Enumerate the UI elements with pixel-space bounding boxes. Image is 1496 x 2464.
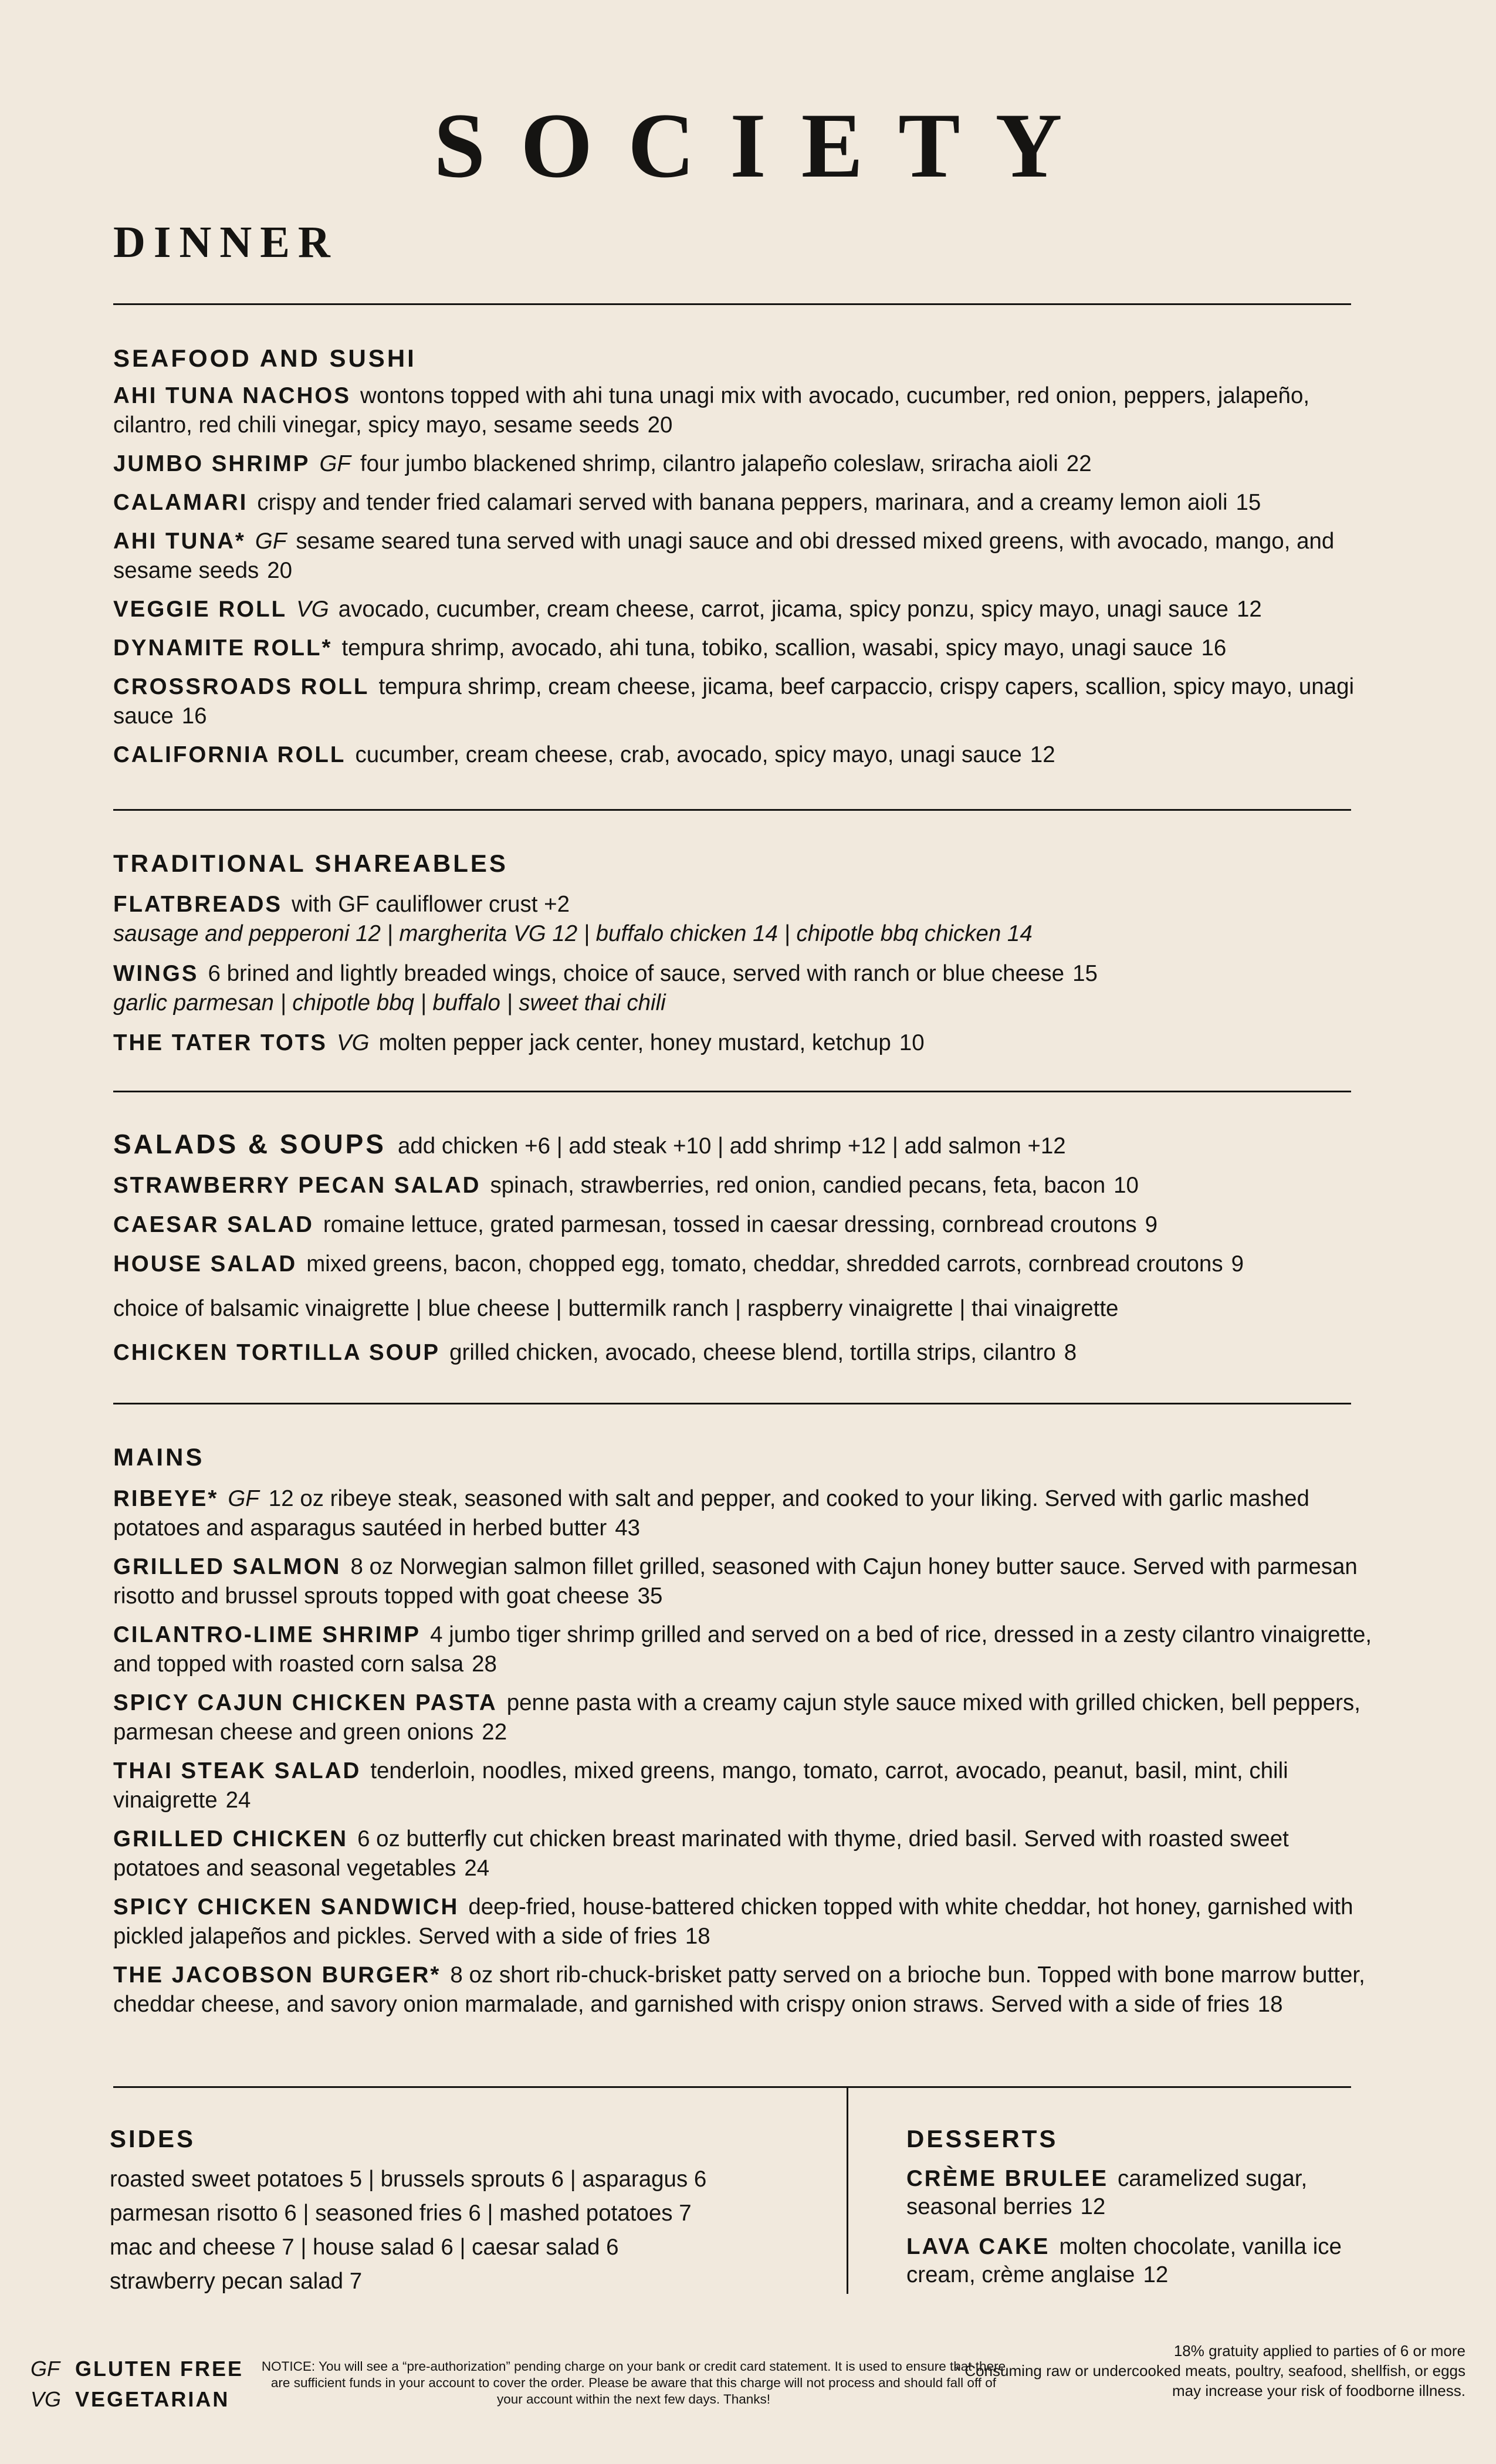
item-name: THE JACOBSON BURGER*: [113, 1962, 441, 1988]
soup-item: [113, 1338, 1375, 1377]
menu-item: [113, 890, 1375, 949]
diet-tag: VG: [296, 597, 329, 622]
item-name: WINGS: [113, 961, 199, 986]
section-title-shareables: TRADITIONAL SHAREABLES: [113, 849, 508, 877]
menu-item: [113, 672, 1375, 731]
item-description: deep-fried, house-battered chicken topped with white cheddar, hot honey, garnished with pickled jalapeños and pickles. Served with a side of fries: [113, 1894, 1353, 1949]
legend-gf: GF GLUTEN FREE: [31, 2357, 244, 2381]
item-name: STRAWBERRY PECAN SALAD: [113, 1173, 481, 1198]
menu-item: [113, 1893, 1375, 1951]
item-description: tempura shrimp, cream cheese, jicama, beef carpaccio, crispy capers, scallion, spicy mayo, unagi sauce: [113, 674, 1355, 729]
item-price: 24: [464, 1856, 490, 1881]
restaurant-name: SOCIETY: [434, 94, 1098, 197]
dessert-description: caramelized sugar, seasonal berries: [906, 2166, 1308, 2219]
item-price: 9: [1145, 1212, 1158, 1237]
item-price: 15: [1072, 961, 1098, 986]
menu-item: [113, 1825, 1375, 1883]
diet-tag: GF: [228, 1486, 259, 1511]
salads-addons: add chicken +6 | add steak +10 | add shrimp +12 | add salmon +12: [397, 1133, 1066, 1159]
item-description: 8 oz short rib-chuck-brisket patty served on a brioche bun. Topped with bone marrow butter, cheddar cheese, and savory onion marmalade, and garnished with crispy onion straws. Served with a side of fries: [113, 1962, 1365, 2017]
fine-print: [937, 2341, 1465, 2401]
item-name: THE TATER TOTS: [113, 1030, 327, 1055]
item-name: GRILLED SALMON: [113, 1554, 341, 1579]
item-price: 16: [1201, 635, 1227, 661]
item-description: grilled chicken, avocado, cheese blend, tortilla strips, cilantro: [449, 1340, 1056, 1365]
item-description: cucumber, cream cheese, crab, avocado, spicy mayo, unagi sauce: [355, 742, 1022, 767]
item-description: four jumbo blackened shrimp, cilantro jalapeño coleslaw, sriracha aioli: [360, 451, 1058, 476]
item-description: 6 oz butterfly cut chicken breast marinated with thyme, dried basil. Served with roasted sweet potatoes and seasonal vegetables: [113, 1826, 1289, 1881]
item-price: 8: [1064, 1340, 1077, 1365]
item-name: CILANTRO-LIME SHRIMP: [113, 1622, 421, 1647]
legend-vg: VG VEGETARIAN: [31, 2387, 230, 2411]
item-description: sesame seared tuna served with unagi sauce and obi dressed mixed greens, with avocado, mango, and sesame seeds: [113, 529, 1335, 583]
menu-item: [113, 634, 1375, 663]
item-name: SPICY CHICKEN SANDWICH: [113, 1894, 459, 1920]
divider: [113, 303, 1351, 305]
menu-item: [113, 1756, 1375, 1815]
item-description: penne pasta with a creamy cajun style sauce mixed with grilled chicken, bell peppers, parmesan cheese and green onions: [113, 1690, 1360, 1745]
pre-authorization-notice: NOTICE: You will see a “pre-authorization” pending charge on your bank or credit card statement. It is used to ensure that there are sufficient funds in your account to cover the order. Please be aware that this charge will not process and should fall off of your account within the next few days. Thanks!: [261, 2359, 1006, 2407]
seafood-list: [113, 381, 1375, 779]
item-description: tempura shrimp, avocado, ahi tuna, tobiko, scallion, wasabi, spicy mayo, unagi sauce: [341, 635, 1193, 661]
item-price: 22: [482, 1720, 507, 1745]
menu-item: [113, 381, 1375, 440]
item-options: sausage and pepperoni 12 | margherita VG 12 | buffalo chicken 14 | chipotle bbq chicken 14: [113, 921, 1033, 946]
item-name: AHI TUNA NACHOS: [113, 383, 351, 408]
item-name: RIBEYE*: [113, 1486, 219, 1511]
menu-item: [113, 959, 1375, 1018]
side-line: roasted sweet potatoes 5 | brussels sprouts 6 | asparagus 6: [110, 2167, 707, 2192]
item-description: tenderloin, noodles, mixed greens, mango, tomato, carrot, avocado, peanut, basil, mint, chili vinaigrette: [113, 1758, 1288, 1813]
item-price: 22: [1066, 451, 1092, 476]
desserts-list: [906, 2165, 1352, 2301]
menu-item: [113, 1688, 1375, 1747]
section-title-salads: [113, 1131, 1066, 1158]
item-name: SPICY CAJUN CHICKEN PASTA: [113, 1690, 497, 1715]
consumer-warning: * Consuming raw or undercooked meats, poultry, seafood, shellfish, or eggs may increase your risk of foodborne illness.: [955, 2362, 1465, 2399]
dessert-name: CRÈME BRULEE: [906, 2166, 1109, 2191]
item-price: 20: [267, 558, 293, 583]
divider: [113, 809, 1351, 811]
menu-item: [113, 1620, 1375, 1679]
item-price: 16: [181, 703, 207, 729]
menu-item: [113, 1484, 1375, 1543]
item-name: HOUSE SALAD: [113, 1251, 297, 1277]
item-options: garlic parmesan | chipotle bbq | buffalo | sweet thai chili: [113, 990, 666, 1016]
menu-item: [113, 449, 1375, 479]
item-description: wontons topped with ahi tuna unagi mix with avocado, cucumber, red onion, peppers, jalapeño, cilantro, red chili vinegar, spicy mayo, sesame seeds: [113, 383, 1310, 438]
item-description: 6 brined and lightly breaded wings, choice of sauce, served with ranch or blue cheese: [208, 961, 1065, 986]
dessert-price: 12: [1143, 2262, 1169, 2287]
item-name: CHICKEN TORTILLA SOUP: [113, 1340, 441, 1365]
item-price: 28: [472, 1651, 497, 1677]
side-line: strawberry pecan salad 7: [110, 2269, 363, 2294]
item-description: spinach, strawberries, red onion, candied pecans, feta, bacon: [490, 1173, 1106, 1198]
item-description: mixed greens, bacon, chopped egg, tomato, cheddar, shredded carrots, cornbread croutons: [306, 1251, 1223, 1277]
item-description: 12 oz ribeye steak, seasoned with salt and pepper, and cooked to your liking. Served with garlic mashed potatoes and asparagus sautéed in herbed butter: [113, 1486, 1309, 1541]
item-price: 10: [899, 1030, 925, 1055]
item-price: 12: [1236, 597, 1262, 622]
gratuity-note: 18% gratuity applied to parties of 6 or more: [1173, 2342, 1465, 2360]
menu-item: [113, 1210, 1375, 1240]
diet-tag: GF: [255, 529, 287, 554]
diet-legend: [31, 2354, 243, 2415]
menu-item: [113, 527, 1375, 585]
menu-item: [113, 740, 1375, 770]
side-line: mac and cheese 7 | house salad 6 | caesar salad 6: [110, 2235, 619, 2260]
salads-list: [113, 1171, 1375, 1289]
item-description: 8 oz Norwegian salmon fillet grilled, seasoned with Cajun honey butter sauce. Served with parmesan risotto and brussel sprouts topped with goat cheese: [113, 1554, 1358, 1609]
dessert-item: [906, 2233, 1352, 2289]
item-name: VEGGIE ROLL: [113, 597, 287, 622]
sides-list: [110, 2162, 831, 2299]
item-price: 18: [1257, 1992, 1283, 2017]
section-title-mains: MAINS: [113, 1443, 205, 1471]
shareables-list: [113, 890, 1375, 1068]
menu-item: [113, 1338, 1375, 1368]
section-title-desserts: DESSERTS: [906, 2125, 1058, 2152]
dessert-name: LAVA CAKE: [906, 2234, 1050, 2259]
item-description: with GF cauliflower crust +2: [292, 892, 570, 917]
item-description: avocado, cucumber, cream cheese, carrot, jicama, spicy ponzu, spicy mayo, unagi sauce: [338, 597, 1228, 622]
item-name: CALIFORNIA ROLL: [113, 742, 346, 767]
item-name: CALAMARI: [113, 490, 248, 515]
item-price: 35: [637, 1583, 663, 1609]
menu-item: [113, 1961, 1375, 2019]
dressing-options: choice of balsamic vinaigrette | blue cheese | buttermilk ranch | raspberry vinaigrette | thai vinaigrette: [113, 1296, 1119, 1321]
item-name: DYNAMITE ROLL*: [113, 635, 333, 661]
dessert-item: [906, 2165, 1352, 2221]
item-name: CAESAR SALAD: [113, 1212, 314, 1237]
item-name: AHI TUNA*: [113, 529, 246, 554]
menu-item: [113, 1250, 1375, 1279]
item-price: 20: [647, 412, 673, 438]
item-name: FLATBREADS: [113, 892, 283, 917]
item-price: 15: [1236, 490, 1261, 515]
menu-item: [113, 1171, 1375, 1200]
item-price: 10: [1113, 1173, 1139, 1198]
item-name: THAI STEAK SALAD: [113, 1758, 361, 1783]
item-price: 9: [1231, 1251, 1244, 1277]
diet-tag: GF: [319, 451, 351, 476]
divider: [113, 1403, 1351, 1404]
salads-title: SALADS & SOUPS: [113, 1129, 386, 1159]
side-line: parmesan risotto 6 | seasoned fries 6 | mashed potatoes 7: [110, 2201, 692, 2226]
menu-item: [113, 1028, 1375, 1058]
mains-list: [113, 1484, 1375, 2029]
item-description: romaine lettuce, grated parmesan, tossed in caesar dressing, cornbread croutons: [323, 1212, 1137, 1237]
section-title-sides: SIDES: [110, 2125, 196, 2152]
item-name: GRILLED CHICKEN: [113, 1826, 348, 1852]
diet-tag: VG: [336, 1030, 370, 1055]
item-price: 43: [615, 1515, 641, 1541]
section-title-seafood: SEAFOOD AND SUSHI: [113, 344, 417, 372]
item-name: CROSSROADS ROLL: [113, 674, 370, 699]
item-price: 24: [225, 1788, 251, 1813]
column-divider: [847, 2087, 848, 2294]
dessert-price: 12: [1080, 2194, 1106, 2219]
item-description: molten pepper jack center, honey mustard, ketchup: [378, 1030, 891, 1055]
item-price: 18: [685, 1924, 710, 1949]
divider: [113, 2086, 1351, 2088]
menu-item: [113, 1552, 1375, 1611]
divider: [113, 1091, 1351, 1092]
menu-item: [113, 488, 1375, 517]
menu-title: DINNER: [113, 218, 339, 267]
item-description: crispy and tender fried calamari served with banana peppers, marinara, and a creamy lemon aioli: [257, 490, 1228, 515]
item-name: JUMBO SHRIMP: [113, 451, 310, 476]
menu-item: [113, 595, 1375, 624]
item-description: 4 jumbo tiger shrimp grilled and served on a bed of rice, dressed in a zesty cilantro vinaigrette, and topped with roasted corn salsa: [113, 1622, 1372, 1677]
item-price: 12: [1030, 742, 1055, 767]
dessert-description: molten chocolate, vanilla ice cream, crème anglaise: [906, 2234, 1342, 2287]
